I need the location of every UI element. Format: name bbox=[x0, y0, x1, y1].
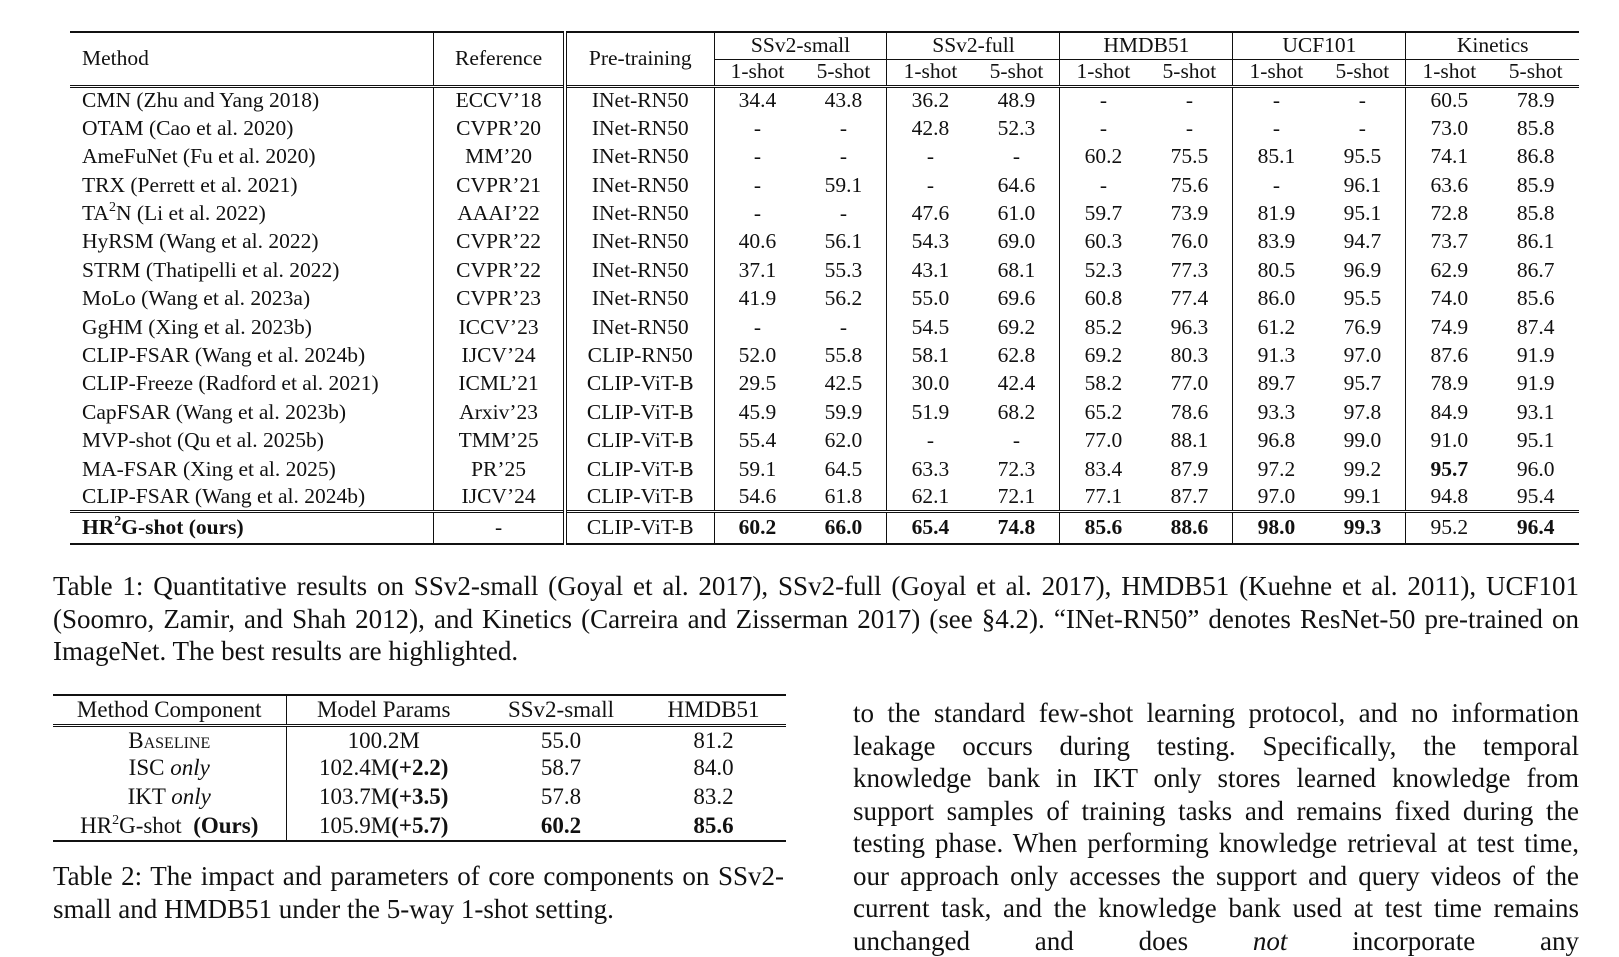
value-cell: 59.1 bbox=[824, 172, 863, 197]
value-cell: 76.9 bbox=[1343, 314, 1382, 339]
ablation-row bbox=[53, 782, 786, 811]
value-cell: 29.5 bbox=[714, 370, 800, 398]
value-cell: 96.4 bbox=[1492, 512, 1579, 544]
value-cell: 95.7 bbox=[1343, 371, 1382, 396]
value-cell: - bbox=[887, 171, 973, 199]
value-cell: 74.9 bbox=[1406, 313, 1492, 341]
results-table bbox=[70, 31, 1579, 545]
reference-cell: PR’25 bbox=[434, 455, 565, 483]
value-cell: - bbox=[887, 427, 973, 455]
value-cell: 56.2 bbox=[824, 286, 863, 311]
params-cell bbox=[286, 725, 481, 754]
component-cell bbox=[53, 725, 286, 754]
value-cell: 59.9 bbox=[824, 399, 863, 424]
value-cell: 43.1 bbox=[887, 256, 973, 284]
method-name-suffix: N (Li et al. 2022) bbox=[115, 201, 266, 225]
value-cell: 99.3 bbox=[1319, 512, 1405, 544]
value-cell: 54.5 bbox=[887, 313, 973, 341]
table1-caption: Table 1: Quantitative results on SSv2-small (Goyal et al. 2017), SSv2-full (Goyal et al. 2017), HMDB51 (Kuehne et al. 2011), UCF101 (Soomro, Zamir, and Shah 2012), and Kinetics (Carreira and Zisserman 2017) (see §4.2). “INet-RN50” denotes ResNet-50 pre-trained on ImageNet. The best results are highlighted. bbox=[53, 571, 1579, 666]
ablation-table-body bbox=[53, 725, 786, 841]
value-cell: 93.1 bbox=[1516, 399, 1555, 424]
value-cell: 73.0 bbox=[1406, 114, 1492, 142]
value-cell: 55.0 bbox=[887, 285, 973, 313]
value-cell: - bbox=[1233, 114, 1319, 142]
component-name-suffix: G-shot bbox=[119, 812, 188, 838]
value-cell: - bbox=[839, 201, 848, 225]
value-cell: 69.0 bbox=[997, 229, 1036, 254]
method-name-superscript: 2 bbox=[114, 514, 122, 530]
value-cell: 69.2 bbox=[1060, 342, 1146, 370]
value-cell: 54.6 bbox=[714, 483, 800, 511]
params-cell bbox=[286, 811, 481, 841]
pretraining-cell: INet-RN50 bbox=[565, 143, 714, 171]
value-cell: 80.5 bbox=[1233, 256, 1319, 284]
value-cell: 95.2 bbox=[1406, 512, 1492, 544]
method-cell: OTAM (Cao et al. 2020) bbox=[82, 115, 294, 140]
params-delta: (+5.7) bbox=[391, 812, 449, 838]
method-cell: CLIP-FSAR (Wang et al. 2024b) bbox=[82, 342, 366, 367]
reference-cell: MM’20 bbox=[434, 143, 565, 171]
header-dataset: UCF101 bbox=[1233, 32, 1406, 59]
shot-header: 1-shot bbox=[1060, 59, 1146, 86]
shot-header: 1-shot bbox=[714, 59, 800, 86]
params-value: 102.4M bbox=[319, 755, 392, 781]
header-dataset: Kinetics bbox=[1406, 32, 1579, 59]
value-cell: 99.0 bbox=[1343, 428, 1382, 453]
value-cell: 74.1 bbox=[1406, 143, 1492, 171]
table-row bbox=[70, 342, 1579, 370]
component-cell bbox=[53, 782, 286, 811]
value-cell: 95.5 bbox=[1343, 286, 1382, 311]
reference-cell: IJCV’24 bbox=[434, 342, 565, 370]
value-cell: 62.0 bbox=[824, 428, 863, 453]
value-cell: 98.0 bbox=[1233, 512, 1319, 544]
component-name-prefix: HR bbox=[80, 812, 113, 838]
value-cell: 93.3 bbox=[1233, 398, 1319, 426]
value-cell: - bbox=[1060, 171, 1146, 199]
value-cell: - bbox=[714, 114, 800, 142]
ablation-ours-row bbox=[53, 811, 786, 841]
value-cell: 64.5 bbox=[824, 456, 863, 481]
value-cell: - bbox=[1185, 88, 1193, 113]
method-name-prefix: TA bbox=[82, 201, 109, 225]
pretraining-cell: CLIP-ViT-B bbox=[565, 455, 714, 483]
value-cell: - bbox=[839, 144, 848, 169]
table-row bbox=[70, 228, 1579, 256]
value-cell: 59.1 bbox=[714, 455, 800, 483]
value-cell: 97.0 bbox=[1233, 483, 1319, 511]
value-cell: 47.6 bbox=[887, 200, 973, 228]
value-cell: 94.7 bbox=[1343, 229, 1382, 254]
value-cell: 91.9 bbox=[1516, 371, 1555, 396]
value-cell: 95.7 bbox=[1406, 455, 1492, 483]
header-ssv2-small: SSv2-small bbox=[481, 695, 641, 725]
table-row bbox=[70, 370, 1579, 398]
reference-cell: CVPR’22 bbox=[434, 228, 565, 256]
value-cell: 63.6 bbox=[1406, 171, 1492, 199]
params-value: 103.7M bbox=[319, 783, 392, 809]
params-delta: (+2.2) bbox=[391, 755, 449, 781]
pretraining-cell: CLIP-ViT-B bbox=[565, 398, 714, 426]
ablation-row bbox=[53, 754, 786, 783]
value-cell: 96.3 bbox=[1170, 314, 1209, 339]
method-cell: CLIP-FSAR (Wang et al. 2024b) bbox=[70, 483, 434, 511]
method-name-superscript: 2 bbox=[108, 200, 116, 215]
table-row bbox=[70, 143, 1579, 171]
value-cell: 61.2 bbox=[1233, 313, 1319, 341]
value-cell: 80.3 bbox=[1170, 342, 1209, 367]
value-cell: 99.1 bbox=[1319, 483, 1405, 511]
value-cell: 69.2 bbox=[997, 314, 1036, 339]
value-cell: 52.3 bbox=[997, 115, 1036, 140]
value-cell: - bbox=[1060, 114, 1146, 142]
value-cell: 61.8 bbox=[800, 483, 886, 511]
value-cell: 72.1 bbox=[973, 483, 1059, 511]
value-cell: - bbox=[1358, 115, 1366, 140]
value-cell: 60.8 bbox=[1060, 285, 1146, 313]
value-cell: - bbox=[887, 143, 973, 171]
params-cell bbox=[286, 754, 481, 783]
reference-cell: ICCV’23 bbox=[434, 313, 565, 341]
results-table-body bbox=[70, 86, 1579, 544]
ssv2-cell: 60.2 bbox=[481, 811, 641, 841]
shot-header: 5-shot bbox=[1146, 59, 1232, 86]
reference-cell: CVPR’21 bbox=[434, 171, 565, 199]
header-model-params: Model Params bbox=[286, 695, 481, 725]
header-method: Method bbox=[70, 32, 434, 86]
value-cell: 40.6 bbox=[714, 228, 800, 256]
value-cell: 43.8 bbox=[824, 88, 863, 113]
value-cell: 54.3 bbox=[887, 228, 973, 256]
table-row bbox=[70, 86, 1579, 114]
value-cell: 96.0 bbox=[1516, 456, 1555, 481]
hmdb-cell: 81.2 bbox=[693, 727, 734, 753]
value-cell: 78.9 bbox=[1406, 370, 1492, 398]
value-cell: 60.2 bbox=[714, 512, 800, 544]
component-cell bbox=[53, 811, 286, 841]
value-cell: 97.0 bbox=[1343, 342, 1382, 367]
hmdb-cell: 83.2 bbox=[693, 783, 734, 809]
table-row bbox=[70, 455, 1579, 483]
header-hmdb51: HMDB51 bbox=[641, 695, 786, 725]
component-name: IKT bbox=[127, 783, 166, 809]
header-method-component: Method Component bbox=[53, 695, 286, 725]
value-cell: 62.1 bbox=[887, 483, 973, 511]
shot-header: 5-shot bbox=[1492, 59, 1579, 86]
method-cell: STRM (Thatipelli et al. 2022) bbox=[82, 257, 340, 282]
value-cell: 78.6 bbox=[1170, 399, 1209, 424]
method-name-suffix: G-shot (ours) bbox=[121, 515, 244, 540]
value-cell: 62.8 bbox=[997, 342, 1036, 367]
value-cell: 77.0 bbox=[1060, 427, 1146, 455]
value-cell: 87.7 bbox=[1146, 483, 1232, 511]
value-cell: 95.1 bbox=[1516, 428, 1555, 453]
value-cell: 75.6 bbox=[1170, 172, 1209, 197]
pretraining-cell: INet-RN50 bbox=[565, 171, 714, 199]
table-row bbox=[70, 285, 1579, 313]
value-cell: - bbox=[839, 115, 848, 140]
value-cell: - bbox=[714, 171, 800, 199]
value-cell: 77.0 bbox=[1170, 371, 1209, 396]
method-cell: MoLo (Wang et al. 2023a) bbox=[82, 286, 311, 311]
value-cell: 84.9 bbox=[1406, 398, 1492, 426]
value-cell: 76.0 bbox=[1170, 229, 1209, 254]
method-cell: GgHM (Xing et al. 2023b) bbox=[82, 314, 312, 339]
body-text-tail: incorporate any bbox=[1287, 925, 1579, 956]
value-cell: 81.9 bbox=[1233, 200, 1319, 228]
table-row bbox=[70, 256, 1579, 284]
body-text: to the standard few-shot learning protocol, and no information leakage occurs during testing. Specifically, the temporal knowledge bank in IKT only stores learned knowledge from support samples of training tasks and remains fixed during the testing phase. When performing knowledge retrieval at test time, our approach only accesses the support and query videos of the current task, and the knowledge bank used at test time remains unchanged and does bbox=[853, 698, 1579, 956]
table-row bbox=[70, 171, 1579, 199]
value-cell: 97.2 bbox=[1233, 455, 1319, 483]
value-cell: 75.5 bbox=[1170, 144, 1209, 169]
value-cell: 59.7 bbox=[1060, 200, 1146, 228]
value-cell: - bbox=[1060, 86, 1146, 114]
value-cell: 52.3 bbox=[1060, 256, 1146, 284]
params-cell bbox=[286, 782, 481, 811]
value-cell: 86.8 bbox=[1516, 144, 1555, 169]
value-cell: 89.7 bbox=[1233, 370, 1319, 398]
component-qualifier: only bbox=[171, 783, 211, 809]
value-cell: 60.2 bbox=[1060, 143, 1146, 171]
value-cell: - bbox=[1185, 115, 1193, 140]
reference-cell: ICML’21 bbox=[434, 370, 565, 398]
header-dataset: SSv2-small bbox=[714, 32, 887, 59]
value-cell: 72.3 bbox=[997, 456, 1036, 481]
value-cell: 86.1 bbox=[1516, 229, 1555, 254]
value-cell: 91.0 bbox=[1406, 427, 1492, 455]
pretraining-cell: INet-RN50 bbox=[565, 313, 714, 341]
value-cell: 55.4 bbox=[714, 427, 800, 455]
value-cell: 68.1 bbox=[997, 257, 1036, 282]
method-cell: CLIP-Freeze (Radford et al. 2021) bbox=[82, 371, 379, 396]
value-cell: 85.9 bbox=[1516, 172, 1555, 197]
value-cell: - bbox=[839, 314, 848, 339]
value-cell: - bbox=[1233, 86, 1319, 114]
table2-caption: Table 2: The impact and parameters of core components on SSv2-small and HMDB51 under the 5-way 1-shot setting. bbox=[53, 861, 784, 924]
reference-cell: Arxiv’23 bbox=[434, 398, 565, 426]
table-row bbox=[70, 427, 1579, 455]
component-name-superscript: 2 bbox=[112, 812, 120, 828]
pretraining-cell: CLIP-ViT-B bbox=[565, 512, 714, 544]
value-cell: 73.9 bbox=[1170, 201, 1209, 225]
value-cell: 48.9 bbox=[997, 88, 1036, 113]
table-row bbox=[70, 398, 1579, 426]
value-cell: 65.4 bbox=[887, 512, 973, 544]
shot-header: 5-shot bbox=[800, 59, 886, 86]
reference-cell: TMM’25 bbox=[434, 427, 565, 455]
reference-cell: ECCV’18 bbox=[434, 86, 565, 114]
value-cell: 88.6 bbox=[1146, 512, 1232, 544]
value-cell: 95.1 bbox=[1343, 201, 1382, 225]
value-cell: 60.5 bbox=[1406, 86, 1492, 114]
value-cell: 85.1 bbox=[1233, 143, 1319, 171]
reference-cell: IJCV’24 bbox=[434, 483, 565, 511]
ssv2-cell: 55.0 bbox=[540, 727, 582, 753]
value-cell: 55.3 bbox=[824, 257, 863, 282]
value-cell: 45.9 bbox=[714, 398, 800, 426]
shot-header: 5-shot bbox=[973, 59, 1059, 86]
value-cell: 66.0 bbox=[800, 512, 886, 544]
pretraining-cell: CLIP-ViT-B bbox=[565, 483, 714, 511]
shot-header: 1-shot bbox=[887, 59, 973, 86]
method-cell: MA-FSAR (Xing et al. 2025) bbox=[82, 456, 336, 481]
value-cell: 55.8 bbox=[824, 342, 863, 367]
method-cell: HyRSM (Wang et al. 2022) bbox=[82, 229, 319, 254]
value-cell: 95.5 bbox=[1343, 144, 1382, 169]
value-cell: 88.1 bbox=[1170, 428, 1209, 453]
pretraining-cell: INet-RN50 bbox=[565, 200, 714, 228]
value-cell: 86.7 bbox=[1516, 257, 1555, 282]
pretraining-cell: CLIP-ViT-B bbox=[565, 370, 714, 398]
method-cell bbox=[70, 512, 434, 544]
reference-cell: AAAI’22 bbox=[434, 200, 565, 228]
pretraining-cell: INet-RN50 bbox=[565, 285, 714, 313]
value-cell: 73.7 bbox=[1406, 228, 1492, 256]
body-paragraph bbox=[853, 697, 1579, 957]
method-name-prefix: HR bbox=[82, 515, 115, 540]
body-emphasis: not bbox=[1252, 925, 1288, 956]
reference-cell: CVPR’20 bbox=[434, 114, 565, 142]
params-value: 100.2M bbox=[347, 727, 420, 753]
pretraining-cell: INet-RN50 bbox=[565, 86, 714, 114]
value-cell: 77.1 bbox=[1060, 483, 1146, 511]
shot-header: 1-shot bbox=[1406, 59, 1492, 86]
value-cell: 41.9 bbox=[714, 285, 800, 313]
method-cell bbox=[70, 200, 434, 228]
value-cell: 94.8 bbox=[1406, 483, 1492, 511]
value-cell: 64.6 bbox=[997, 172, 1036, 197]
value-cell: 68.2 bbox=[997, 399, 1036, 424]
table-row bbox=[70, 200, 1579, 228]
value-cell: 95.4 bbox=[1492, 483, 1579, 511]
value-cell: 77.4 bbox=[1170, 286, 1209, 311]
value-cell: 86.0 bbox=[1233, 285, 1319, 313]
method-cell: AmeFuNet (Fu et al. 2020) bbox=[82, 144, 316, 169]
value-cell: 99.2 bbox=[1343, 456, 1382, 481]
component-name: ISC bbox=[128, 755, 165, 781]
value-cell: - bbox=[714, 313, 800, 341]
value-cell: - bbox=[1358, 88, 1366, 113]
component-name: Baseline bbox=[128, 727, 211, 753]
value-cell: 74.0 bbox=[1406, 285, 1492, 313]
pretraining-cell: INet-RN50 bbox=[565, 228, 714, 256]
component-qualifier: only bbox=[170, 755, 210, 781]
ours-row bbox=[70, 512, 1579, 544]
value-cell: 52.0 bbox=[714, 342, 800, 370]
value-cell: 62.9 bbox=[1406, 256, 1492, 284]
value-cell: 42.5 bbox=[824, 371, 863, 396]
value-cell: 85.8 bbox=[1516, 201, 1555, 225]
table-row bbox=[70, 483, 1579, 511]
header-reference: Reference bbox=[434, 32, 565, 86]
pretraining-cell: CLIP-ViT-B bbox=[565, 427, 714, 455]
shot-header: 1-shot bbox=[1233, 59, 1319, 86]
value-cell: 96.8 bbox=[1233, 427, 1319, 455]
hmdb-cell: 85.6 bbox=[641, 811, 786, 841]
value-cell: 77.3 bbox=[1170, 257, 1209, 282]
ssv2-cell: 57.8 bbox=[540, 783, 582, 809]
table-row bbox=[70, 114, 1579, 142]
value-cell: 56.1 bbox=[824, 229, 863, 254]
method-cell: TRX (Perrett et al. 2021) bbox=[82, 172, 298, 197]
value-cell: 96.9 bbox=[1343, 257, 1382, 282]
value-cell: - bbox=[714, 200, 800, 228]
method-cell: CMN (Zhu and Yang 2018) bbox=[82, 88, 320, 113]
value-cell: 78.9 bbox=[1516, 88, 1555, 113]
value-cell: 37.1 bbox=[714, 256, 800, 284]
reference-cell: CVPR’23 bbox=[434, 285, 565, 313]
header-dataset: SSv2-full bbox=[887, 32, 1060, 59]
ssv2-cell: 58.7 bbox=[540, 755, 582, 781]
value-cell: 36.2 bbox=[887, 86, 973, 114]
value-cell: - bbox=[1012, 428, 1021, 453]
value-cell: 42.4 bbox=[997, 371, 1036, 396]
value-cell: - bbox=[1012, 144, 1021, 169]
value-cell: 85.8 bbox=[1516, 115, 1555, 140]
params-value: 105.9M bbox=[319, 812, 392, 838]
table-row bbox=[70, 313, 1579, 341]
value-cell: 91.3 bbox=[1233, 342, 1319, 370]
value-cell: 87.4 bbox=[1516, 314, 1555, 339]
value-cell: 85.2 bbox=[1060, 313, 1146, 341]
component-name-ours: (Ours) bbox=[193, 812, 259, 838]
value-cell: 34.4 bbox=[714, 86, 800, 114]
value-cell: 96.1 bbox=[1343, 172, 1382, 197]
pretraining-cell: CLIP-RN50 bbox=[565, 342, 714, 370]
value-cell: 83.4 bbox=[1060, 455, 1146, 483]
value-cell: 83.9 bbox=[1233, 228, 1319, 256]
hmdb-cell: 84.0 bbox=[693, 755, 734, 781]
reference-cell: CVPR’22 bbox=[434, 256, 565, 284]
value-cell: 61.0 bbox=[997, 201, 1036, 225]
value-cell: 30.0 bbox=[887, 370, 973, 398]
value-cell: 87.9 bbox=[1170, 456, 1209, 481]
value-cell: 58.2 bbox=[1060, 370, 1146, 398]
value-cell: - bbox=[1233, 171, 1319, 199]
value-cell: 91.9 bbox=[1516, 342, 1555, 367]
header-dataset: HMDB51 bbox=[1060, 32, 1233, 59]
ablation-row bbox=[53, 725, 786, 754]
pretraining-cell: INet-RN50 bbox=[565, 114, 714, 142]
value-cell: 85.6 bbox=[1060, 512, 1146, 544]
value-cell: 63.3 bbox=[887, 455, 973, 483]
value-cell: 85.6 bbox=[1516, 286, 1555, 311]
method-cell: CapFSAR (Wang et al. 2023b) bbox=[82, 399, 347, 424]
value-cell: 65.2 bbox=[1060, 398, 1146, 426]
header-pretraining: Pre-training bbox=[565, 32, 714, 86]
value-cell: - bbox=[714, 143, 800, 171]
value-cell: 69.6 bbox=[997, 286, 1036, 311]
ablation-table bbox=[53, 694, 786, 842]
value-cell: 51.9 bbox=[887, 398, 973, 426]
value-cell: 58.1 bbox=[887, 342, 973, 370]
reference-cell: - bbox=[434, 512, 565, 544]
component-cell bbox=[53, 754, 286, 783]
value-cell: 97.8 bbox=[1343, 399, 1382, 424]
value-cell: 72.8 bbox=[1406, 200, 1492, 228]
value-cell: 74.8 bbox=[973, 512, 1059, 544]
pretraining-cell: INet-RN50 bbox=[565, 256, 714, 284]
method-cell: MVP-shot (Qu et al. 2025b) bbox=[82, 428, 324, 453]
value-cell: 60.3 bbox=[1060, 228, 1146, 256]
shot-header: 5-shot bbox=[1319, 59, 1405, 86]
value-cell: 42.8 bbox=[887, 114, 973, 142]
value-cell: 87.6 bbox=[1406, 342, 1492, 370]
params-delta: (+3.5) bbox=[391, 783, 449, 809]
